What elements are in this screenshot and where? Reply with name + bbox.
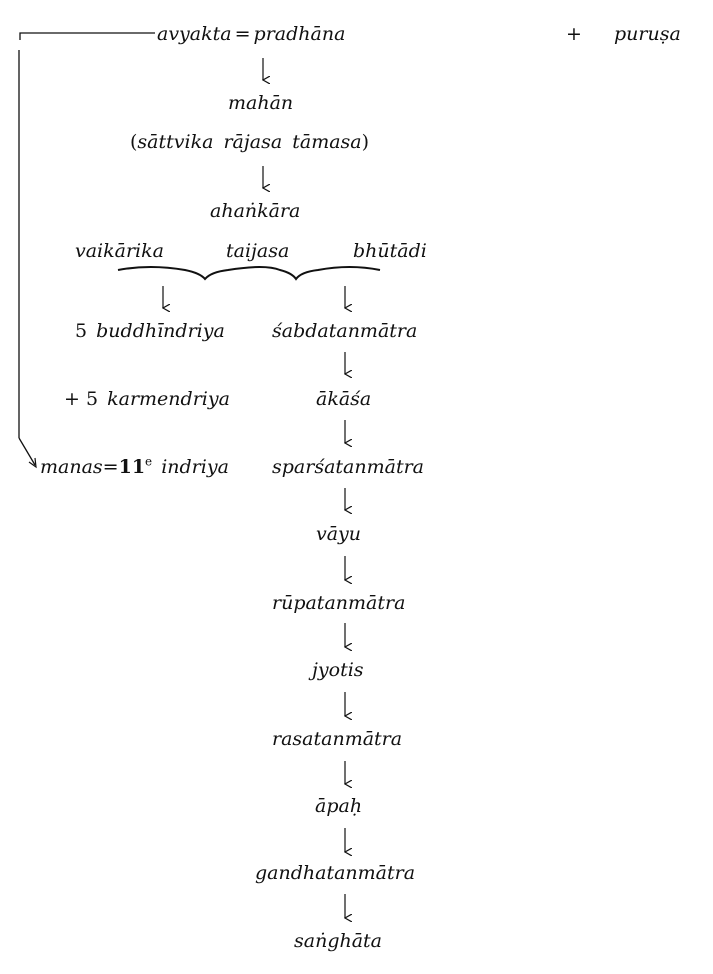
karmendriya-count: + 5 [64,388,99,410]
label-gandhatanmatra: gandhatanmātra [255,862,416,884]
plus-sign-purusha: + [566,23,582,45]
gunas-open-paren: ( [130,131,138,153]
equals-sign: = [234,23,251,45]
label-sattvika: sāttvika [137,131,214,153]
manas-superscript: e [145,454,153,469]
label-rajasa: rājasa [223,131,283,153]
label-sparshatanmatra: sparśatanmātra [272,456,424,478]
label-avyakta: avyakta [157,23,232,45]
label-pradhana: pradhāna [253,23,346,45]
label-purusha: puruṣa [614,23,681,45]
label-apah: āpaḥ [315,795,363,817]
karmendriya-text: karmendriya [107,388,230,410]
indriya-text: indriya [161,456,229,478]
label-taijasa: taijasa [226,240,290,262]
label-manas [40,456,229,478]
label-ahankara: ahaṅkāra [210,200,301,222]
label-akasha: ākāśa [316,388,372,410]
label-avyakta-pradhana [157,23,345,45]
label-rupatanmatra: rūpatanmātra [272,592,406,614]
label-gunas [130,131,369,153]
buddhindriya-count: 5 [75,320,88,342]
gunas-close-paren: ) [361,131,370,153]
manas-text: manas [40,456,103,478]
buddhindriya-text: buddhīndriya [96,320,225,342]
label-mahan: mahān [228,92,294,114]
label-vayu: vāyu [316,523,362,545]
label-rasatanmatra: rasatanmātra [272,728,403,750]
manas-equals: = [102,456,119,478]
manas-number: 11 [118,456,146,478]
label-buddhindriya [75,320,225,342]
label-jyotis: jyotis [312,659,364,681]
label-tamasa: tāmasa [292,131,362,153]
label-bhutadi: bhūtādi [353,240,427,262]
label-karmendriya [64,388,230,410]
label-vaikarika: vaikārika [75,240,164,262]
label-sanghata: saṅghāta [294,930,383,952]
branches-brace [118,267,380,279]
label-shabdatanmatra: śabdatanmātra [272,320,418,342]
